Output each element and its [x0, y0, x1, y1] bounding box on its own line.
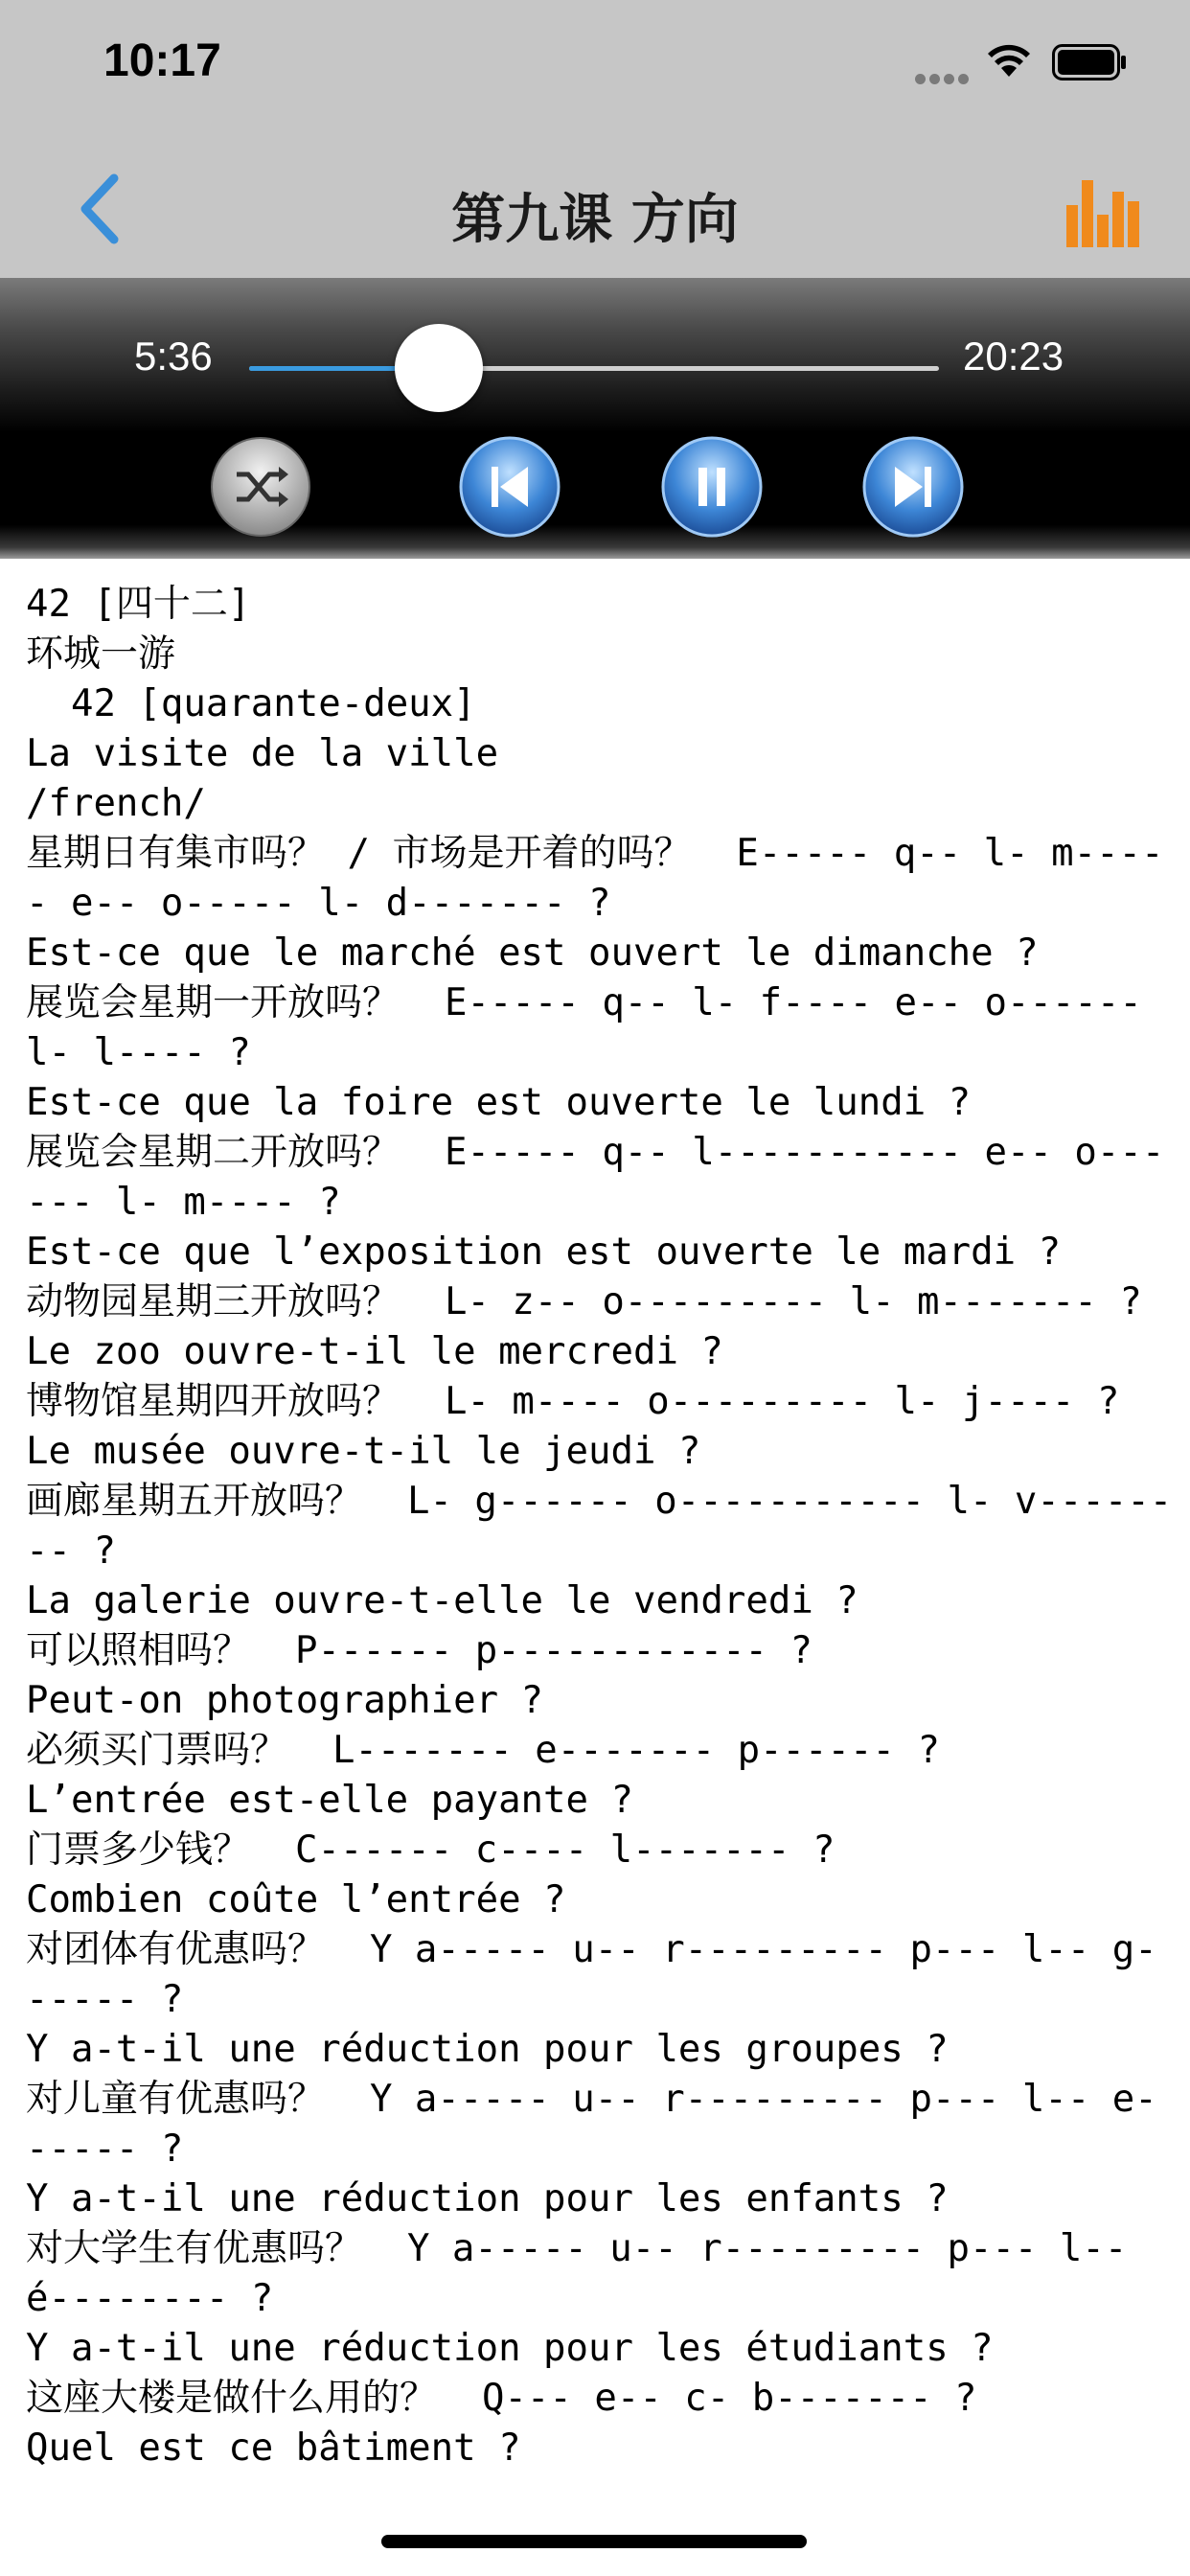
- skip-previous-icon: [459, 436, 561, 538]
- lesson-line: 42 [quarante-deux]: [26, 682, 476, 725]
- lesson-line: 42 [四十二]: [26, 583, 251, 626]
- lesson-line: 这座大楼是做什么用的？ Q--- e-- c- b------- ?: [26, 2377, 977, 2420]
- lesson-line: Le musée ouvre-t-il le jeudi ?: [26, 1430, 701, 1473]
- lesson-line: Est-ce que le marché est ouvert le dimanche ?: [26, 932, 1039, 975]
- total-time: 20:23: [963, 334, 1064, 379]
- lesson-line: /french/: [26, 782, 206, 825]
- lesson-line: 对团体有优惠吗？ Y a----- u-- r--------- p--- l-- g------ ?: [26, 1928, 1157, 2021]
- pause-icon: [661, 436, 763, 538]
- lesson-line: 可以照相吗？ P------ p------------ ?: [26, 1629, 812, 1672]
- lesson-line: Est-ce que la foire est ouverte le lundi ?: [26, 1081, 972, 1124]
- lesson-line: 动物园星期三开放吗？ L- z-- o--------- l- m------- ?: [26, 1280, 1142, 1323]
- equalizer-icon[interactable]: [1066, 172, 1141, 249]
- lesson-line: La galerie ouvre-t-elle le vendredi ?: [26, 1579, 858, 1622]
- elapsed-time: 5:36: [134, 334, 213, 379]
- shuffle-button[interactable]: [210, 436, 311, 538]
- skip-next-icon: [862, 436, 964, 538]
- previous-button[interactable]: [459, 436, 561, 538]
- page-title: 第九课 方向: [451, 189, 739, 251]
- lesson-line: 展览会星期二开放吗？ E----- q-- l----------- e-- o------ l- m---- ?: [26, 1131, 1165, 1224]
- next-button[interactable]: [862, 436, 964, 538]
- lesson-line: 星期日有集市吗？ / 市场是开着的吗？ E----- q-- l- m----- e-- o----- l- d------- ?: [26, 832, 1164, 925]
- lesson-line: Y a-t-il une réduction pour les enfants ?: [26, 2177, 949, 2220]
- slider-thumb[interactable]: [395, 324, 483, 412]
- lesson-line: 门票多少钱？ C------ c---- l------- ?: [26, 1828, 835, 1872]
- lesson-line: La visite de la ville: [26, 732, 499, 775]
- lesson-line: Est-ce que l’exposition est ouverte le mardi ?: [26, 1230, 1062, 1274]
- pause-button[interactable]: [661, 436, 763, 538]
- wifi-icon: [985, 40, 1033, 79]
- top-bar: [0, 0, 1190, 278]
- lesson-line: Combien coûte l’entrée ?: [26, 1878, 566, 1921]
- lesson-line: Peut-on photographier ?: [26, 1679, 544, 1722]
- lesson-line: Quel est ce bâtiment ?: [26, 2426, 521, 2470]
- progress-slider[interactable]: [249, 355, 939, 383]
- signal-icon: [915, 70, 973, 88]
- lesson-line: Y a-t-il une réduction pour les étudiants ?: [26, 2327, 994, 2370]
- lesson-line: 画廊星期五开放吗？ L- g------ o----------- l- v-------- ?: [26, 1480, 1173, 1573]
- shuffle-icon: [210, 436, 311, 538]
- lesson-line: 必须买门票吗？ L------- e------- p------ ?: [26, 1729, 940, 1772]
- status-time: 10:17: [103, 35, 221, 86]
- lesson-line: 对大学生有优惠吗？ Y a----- u-- r--------- p--- l-- é-------- ?: [26, 2227, 1150, 2320]
- audio-player: [0, 278, 1190, 559]
- home-indicator: [381, 2535, 807, 2548]
- lesson-line: 博物馆星期四开放吗？ L- m---- o--------- l- j---- ?: [26, 1380, 1120, 1423]
- lesson-line: Y a-t-il une réduction pour les groupes ?: [26, 2028, 949, 2071]
- lesson-line: 展览会星期一开放吗？ E----- q-- l- f---- e-- o------ l- l---- ?: [26, 981, 1165, 1074]
- lesson-line: Le zoo ouvre-t-il le mercredi ?: [26, 1330, 723, 1373]
- battery-icon: [1052, 44, 1127, 80]
- lesson-line: 环城一游: [26, 632, 176, 676]
- lesson-text: [26, 580, 1176, 2473]
- lesson-line: L’entrée est-elle payante ?: [26, 1779, 633, 1822]
- lesson-line: 对儿童有优惠吗？ Y a----- u-- r--------- p--- l-- e------ ?: [26, 2078, 1157, 2171]
